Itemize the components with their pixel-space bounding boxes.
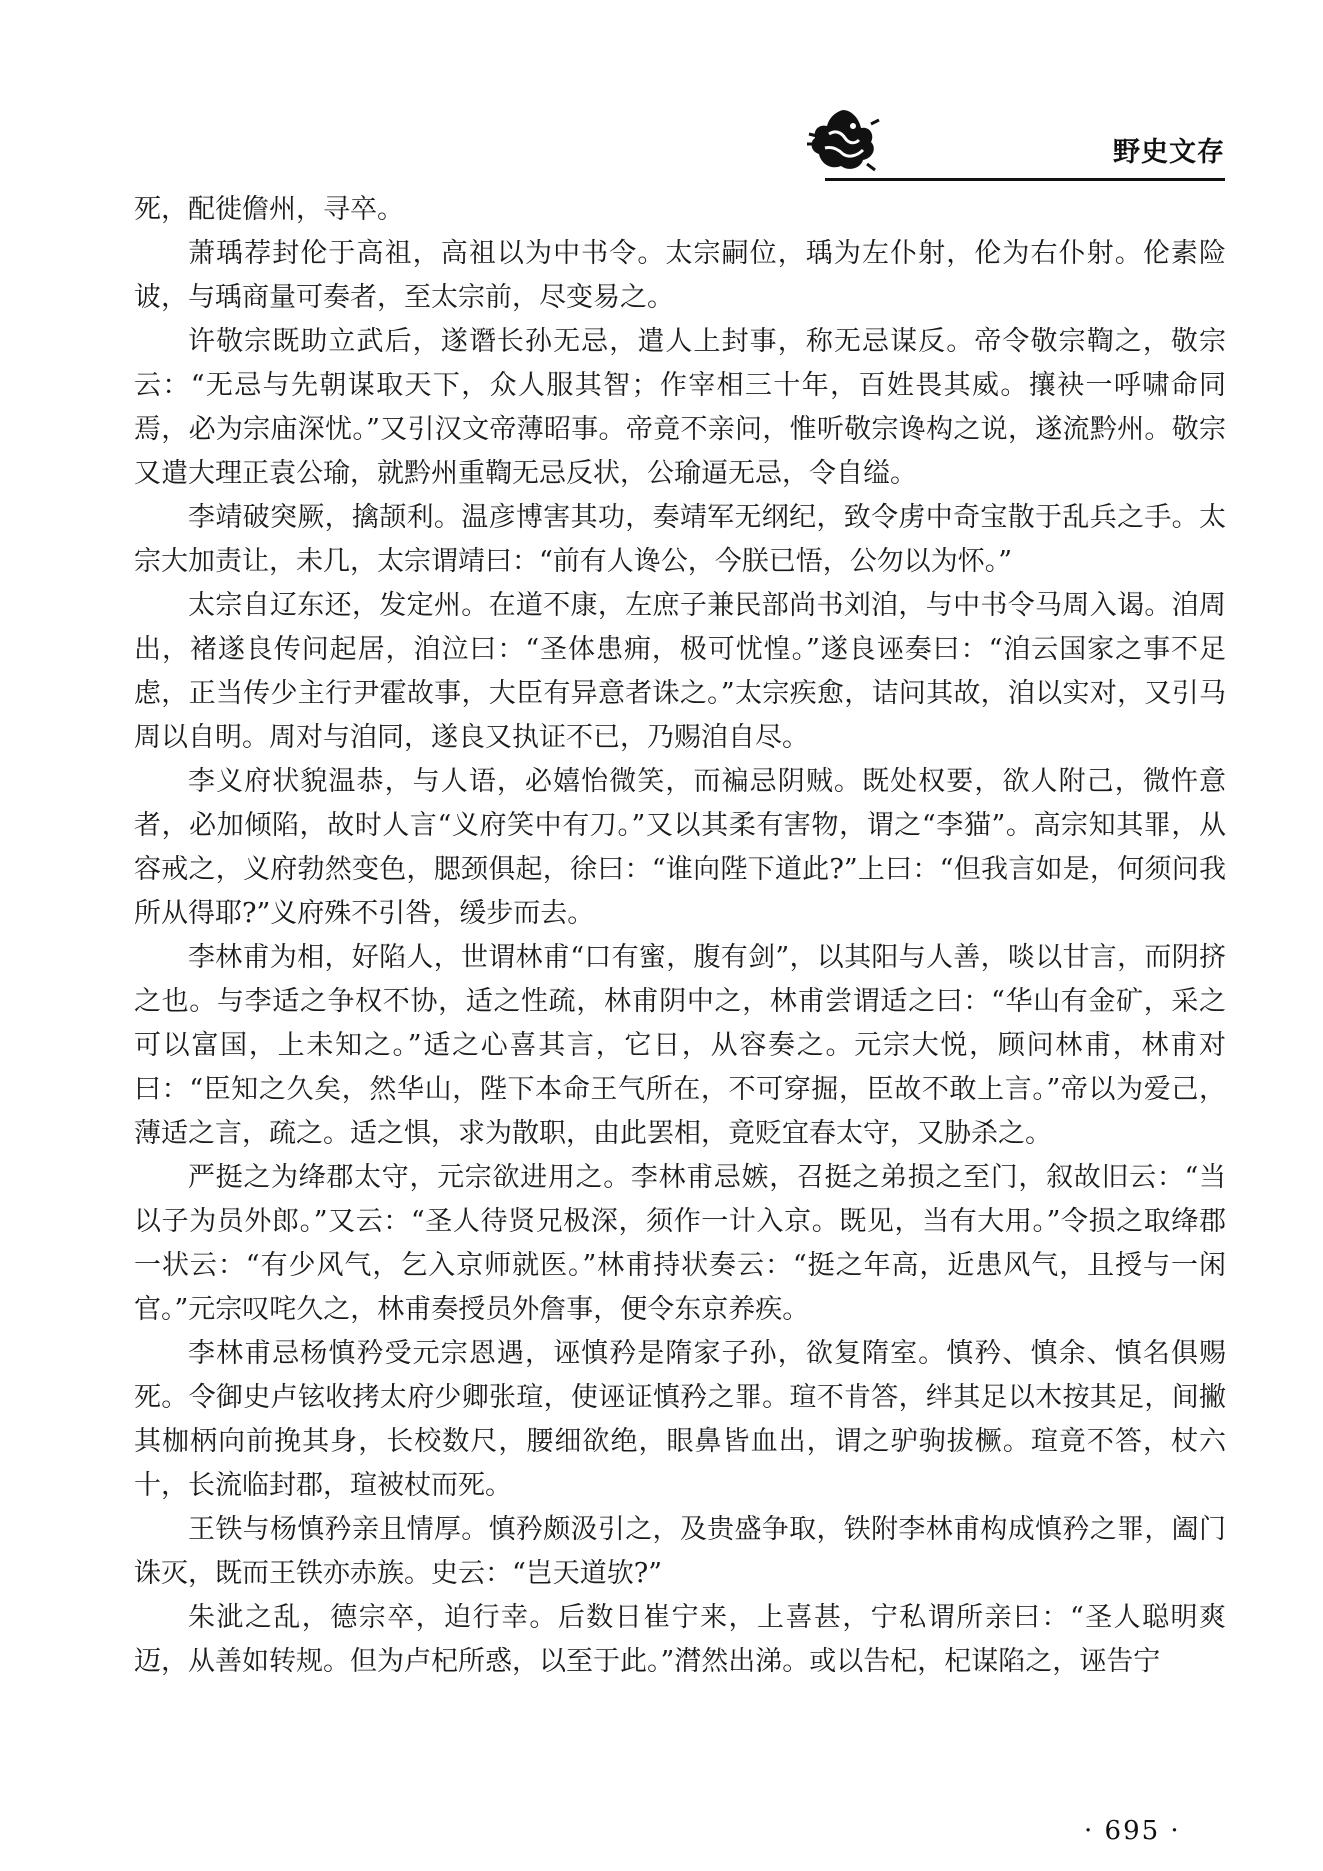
paragraph: 李靖破突厥，擒颉利。温彦博害其功，奏靖军无纲纪，致令虏中奇宝散于乱兵之手。太宗大加责让，未几，太宗谓靖曰：“前有人谗公，今朕已悟，公勿以为怀。” xyxy=(134,502,1226,577)
paragraph: 李林甫为相，好陷人，世谓林甫“口有蜜，腹有剑”，以其阳与人善，啖以甘言，而阴挤之也。与李适之争权不协，适之性疏，林甫阴中之，林甫尝谓适之曰：“华山有金矿，采之可以富国，上未知之。”适之心喜其言，它日，从容奏之。元宗大悦，顾问林甫，林甫对曰：“臣知之久矣，然华山，陛下本命王气所在，不可穿掘，臣故不敢上言。”帝以为爱己，薄适之言，疏之。适之惧，求为散职，由此罢相，竟贬宜春太守，又胁杀之。 xyxy=(134,942,1226,1149)
dragon-emblem-icon xyxy=(805,104,881,176)
paragraph: 李林甫忌杨慎矜受元宗恩遇，诬慎矜是隋家子孙，欲复隋室。慎矜、慎余、慎名俱赐死。令御史卢铉收拷太府少卿张瑄，使诬证慎矜之罪。瑄不肯答，绊其足以木按其足，间撇其枷柄向前挽其身，长校数尺，腰细欲绝，眼鼻皆血出，谓之驴驹拔橛。瑄竟不答，杖六十，长流临封郡，瑄被杖而死。 xyxy=(134,1338,1226,1501)
header-rule xyxy=(825,178,1225,181)
page-number: · 695 · xyxy=(1084,1816,1181,1846)
paragraph: 死，配徙儋州，寻卒。 xyxy=(134,194,404,225)
book-title: 野史文存 xyxy=(1113,137,1225,168)
paragraph: 萧瑀荐封伦于高祖，高祖以为中书令。太宗嗣位，瑀为左仆射，伦为右仆射。伦素险诐，与瑀商量可奏者，至太宗前，尽变易之。 xyxy=(134,238,1226,313)
paragraph: 李义府状貌温恭，与人语，必嬉怡微笑，而褊忌阴贼。既处权要，欲人附己，微忤意者，必加倾陷，故时人言“义府笑中有刀。”又以其柔有害物，谓之“李猫”。高宗知其罪，从容戒之，义府勃然变色，腮颈俱起，徐曰：“谁向陛下道此?”上曰：“但我言如是，何须问我所从得耶?”义府殊不引咎，缓步而去。 xyxy=(134,766,1226,929)
page-body xyxy=(134,188,1226,1684)
paragraph: 太宗自辽东还，发定州。在道不康，左庶子兼民部尚书刘洎，与中书令马周入谒。洎周出，褚遂良传问起居，洎泣曰：“圣体患痈，极可忧惶。”遂良诬奏曰：“洎云国家之事不足虑，正当传少主行尹霍故事，大臣有异意者诛之。”太宗疾愈，诘问其故，洎以实对，又引马周以自明。周对与洎同，遂良又执证不已，乃赐洎自尽。 xyxy=(134,590,1226,753)
paragraph: 许敬宗既助立武后，遂谮长孙无忌，遣人上封事，称无忌谋反。帝令敬宗鞫之，敬宗云：“无忌与先朝谋取天下，众人服其智；作宰相三十年，百姓畏其威。攘袂一呼啸命同焉，必为宗庙深忧。”又引汉文帝薄昭事。帝竟不亲问，惟听敬宗谗构之说，遂流黔州。敬宗又遣大理正袁公瑜，就黔州重鞫无忌反状，公瑜逼无忌，令自缢。 xyxy=(134,326,1226,489)
paragraph: 严挺之为绛郡太守，元宗欲进用之。李林甫忌嫉，召挺之弟损之至门，叙故旧云：“当以子为员外郎。”又云：“圣人待贤兄极深，须作一计入京。既见，当有大用。”令损之取绛郡一状云：“有少风气，乞入京师就医。”林甫持状奏云：“挺之年高，近患风气，且授与一闲官。”元宗叹咤久之，林甫奏授员外詹事，便令东京养疾。 xyxy=(134,1162,1226,1325)
paragraph: 王铁与杨慎矜亲且情厚。慎矜颇汲引之，及贵盛争取，铁附李林甫构成慎矜之罪，阖门诛灭，既而王铁亦赤族。史云：“岂天道欤?” xyxy=(134,1514,1226,1589)
running-header xyxy=(805,100,1225,184)
paragraph: 朱泚之乱，德宗卒，迫行幸。后数日崔宁来，上喜甚，宁私谓所亲曰：“圣人聪明爽迈，从善如转规。但为卢杞所惑，以至于此。”潸然出涕。或以告杞，杞谋陷之，诬告宁 xyxy=(134,1602,1226,1677)
